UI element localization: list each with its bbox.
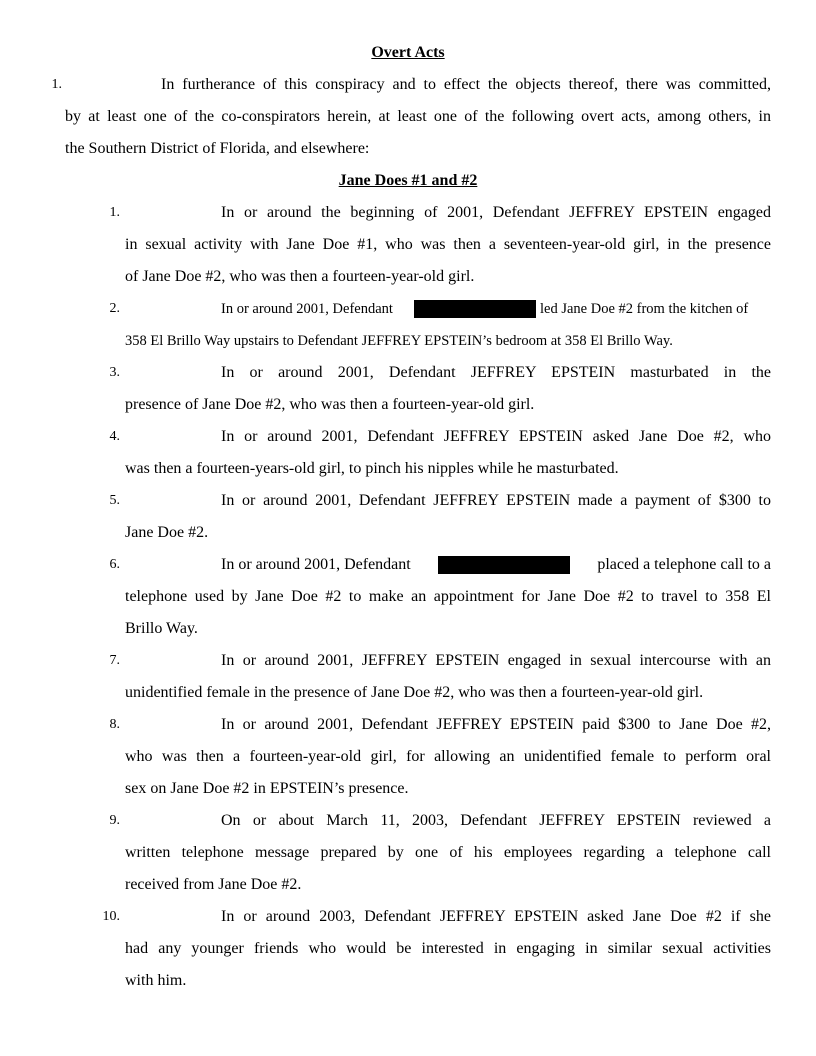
act-number: 5. bbox=[109, 493, 120, 508]
act-line: In or around 2001, Defendant JEFFREY EPSTEIN made a payment of $300 to bbox=[221, 492, 771, 509]
subheading: Jane Does #1 and #2 bbox=[338, 172, 478, 189]
act-number: 6. bbox=[109, 557, 120, 572]
act-number: 8. bbox=[109, 717, 120, 732]
act-line: Brillo Way. bbox=[125, 620, 198, 637]
act-number: 3. bbox=[109, 365, 120, 380]
intro-line: In furtherance of this conspiracy and to effect the objects thereof, there was committed, bbox=[161, 76, 771, 93]
act-number: 4. bbox=[109, 429, 120, 444]
act-line: written telephone message prepared by one of his employees regarding a telephone call bbox=[125, 844, 771, 861]
act-number: 2. bbox=[109, 301, 120, 316]
act-number: 9. bbox=[109, 813, 120, 828]
act-line: In or around 2001, Defendant bbox=[221, 556, 411, 573]
act-line: led Jane Doe #2 from the kitchen of bbox=[540, 301, 749, 317]
intro-paragraph-number: 1. bbox=[51, 77, 62, 92]
act-line: In or around 2001, Defendant JEFFREY EPSTEIN masturbated in the bbox=[221, 364, 771, 381]
act-line: who was then a fourteen-year-old girl, for allowing an unidentified female to perform oral bbox=[125, 748, 771, 765]
act-line: In or around 2001, JEFFREY EPSTEIN engaged in sexual intercourse with an bbox=[221, 652, 771, 669]
act-number: 10. bbox=[102, 909, 120, 924]
act-number: 1. bbox=[109, 205, 120, 220]
section-title: Overt Acts bbox=[371, 44, 445, 61]
act-line: presence of Jane Doe #2, who was then a fourteen-year-old girl. bbox=[125, 396, 535, 413]
act-line: of Jane Doe #2, who was then a fourteen-year-old girl. bbox=[125, 268, 475, 285]
act-line: In or around 2003, Defendant JEFFREY EPSTEIN asked Jane Doe #2 if she bbox=[221, 908, 771, 925]
act-line: In or around 2001, Defendant JEFFREY EPSTEIN paid $300 to Jane Doe #2, bbox=[221, 716, 771, 733]
act-line: In or around the beginning of 2001, Defendant JEFFREY EPSTEIN engaged bbox=[221, 204, 771, 221]
act-line: telephone used by Jane Doe #2 to make an appointment for Jane Doe #2 to travel to 358 El bbox=[125, 588, 771, 605]
act-line: placed a telephone call to a bbox=[597, 556, 771, 573]
act-line: unidentified female in the presence of Jane Doe #2, who was then a fourteen-year-old girl. bbox=[125, 684, 704, 701]
intro-line: the Southern District of Florida, and elsewhere: bbox=[65, 140, 370, 157]
act-line: Jane Doe #2. bbox=[125, 524, 209, 541]
act-line: 358 El Brillo Way upstairs to Defendant JEFFREY EPSTEIN’s bedroom at 358 El Brillo Way. bbox=[125, 333, 673, 349]
act-line: received from Jane Doe #2. bbox=[125, 876, 302, 893]
redaction-block bbox=[414, 300, 536, 318]
redaction-block bbox=[438, 556, 570, 574]
act-line: On or about March 11, 2003, Defendant JEFFREY EPSTEIN reviewed a bbox=[221, 812, 771, 829]
act-line: had any younger friends who would be interested in engaging in similar sexual activities bbox=[125, 940, 771, 957]
act-line: In or around 2001, Defendant JEFFREY EPSTEIN asked Jane Doe #2, who bbox=[221, 428, 771, 445]
act-line: sex on Jane Doe #2 in EPSTEIN’s presence. bbox=[125, 780, 409, 797]
act-line: In or around 2001, Defendant bbox=[221, 301, 393, 317]
act-line: in sexual activity with Jane Doe #1, who was then a seventeen-year-old girl, in the presence bbox=[125, 236, 771, 253]
act-line: was then a fourteen-years-old girl, to pinch his nipples while he masturbated. bbox=[125, 460, 619, 477]
intro-line: by at least one of the co-conspirators herein, at least one of the following overt acts, among others, in bbox=[65, 108, 771, 125]
act-number: 7. bbox=[109, 653, 120, 668]
act-line: with him. bbox=[125, 972, 187, 989]
